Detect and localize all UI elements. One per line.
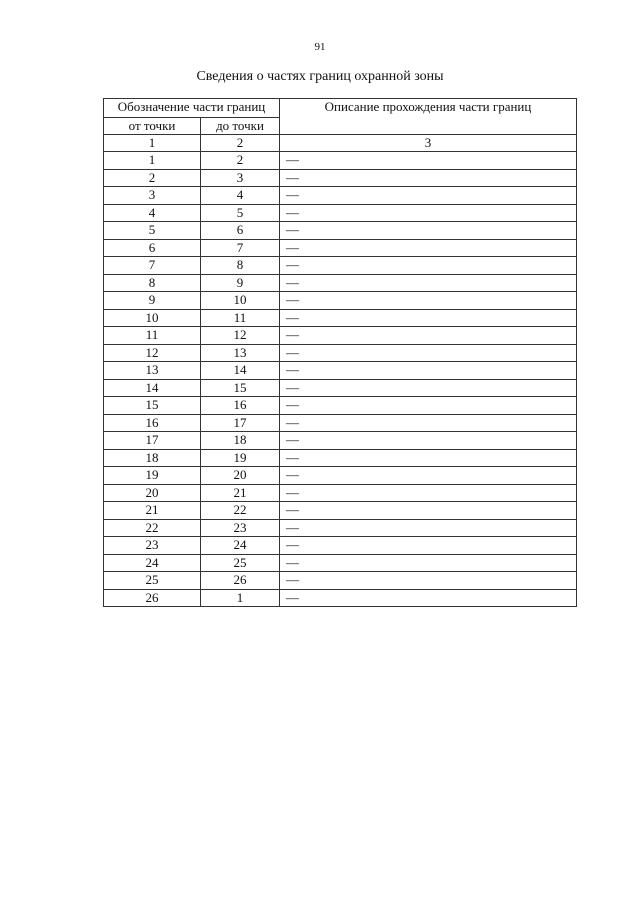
table-row [104,344,577,362]
from-point-cell: 12 [104,344,201,362]
to-point-cell: 6 [201,222,280,240]
description-cell: — [280,309,577,327]
from-point-cell: 3 [104,187,201,205]
table-row [104,449,577,467]
description-cell: — [280,379,577,397]
header-boundary-part-designation: Обозначение части границ [104,99,280,118]
from-point-cell: 13 [104,362,201,380]
to-point-cell: 11 [201,309,280,327]
table-row [104,589,577,607]
to-point-cell: 9 [201,274,280,292]
to-point-cell: 16 [201,397,280,415]
to-point-cell: 23 [201,519,280,537]
from-point-cell: 16 [104,414,201,432]
to-point-cell: 15 [201,379,280,397]
from-point-cell: 2 [104,169,201,187]
table-row [104,467,577,485]
from-point-cell: 9 [104,292,201,310]
to-point-cell: 2 [201,152,280,170]
document-title: Сведения о частях границ охранной зоны [196,69,444,84]
from-point-cell: 15 [104,397,201,415]
description-cell: — [280,292,577,310]
description-cell: — [280,432,577,450]
to-point-cell: 5 [201,204,280,222]
from-point-cell: 6 [104,239,201,257]
table-row [104,187,577,205]
description-cell: — [280,257,577,275]
from-point-cell: 1 [104,152,201,170]
from-point-cell: 20 [104,484,201,502]
description-cell: — [280,554,577,572]
description-cell: — [280,484,577,502]
header-boundary-description: Описание прохождения части границ [280,99,577,135]
table-row [104,169,577,187]
column-number: 2 [201,135,280,152]
table-body [104,152,577,607]
to-point-cell: 1 [201,589,280,607]
table-row [104,362,577,380]
from-point-cell: 26 [104,589,201,607]
from-point-cell: 7 [104,257,201,275]
description-cell: — [280,222,577,240]
from-point-cell: 10 [104,309,201,327]
to-point-cell: 26 [201,572,280,590]
table-row [104,309,577,327]
table-row [104,152,577,170]
table-row [104,204,577,222]
description-cell: — [280,449,577,467]
description-cell: — [280,169,577,187]
description-cell: — [280,414,577,432]
to-point-cell: 7 [201,239,280,257]
table-row [104,239,577,257]
description-cell: — [280,204,577,222]
from-point-cell: 11 [104,327,201,345]
table-row [104,484,577,502]
description-cell: — [280,589,577,607]
description-cell: — [280,327,577,345]
header-from-point: от точки [104,118,201,135]
table-row [104,257,577,275]
to-point-cell: 24 [201,537,280,555]
to-point-cell: 10 [201,292,280,310]
from-point-cell: 17 [104,432,201,450]
description-cell: — [280,397,577,415]
to-point-cell: 21 [201,484,280,502]
table-row [104,519,577,537]
header-to-point: до точки [201,118,280,135]
table-row [104,379,577,397]
to-point-cell: 22 [201,502,280,520]
to-point-cell: 8 [201,257,280,275]
to-point-cell: 14 [201,362,280,380]
table-row [104,572,577,590]
description-cell: — [280,362,577,380]
to-point-cell: 25 [201,554,280,572]
page-number: 91 [314,41,326,53]
to-point-cell: 3 [201,169,280,187]
table-row [104,502,577,520]
from-point-cell: 4 [104,204,201,222]
description-cell: — [280,152,577,170]
table-row [104,222,577,240]
table-row [104,327,577,345]
from-point-cell: 8 [104,274,201,292]
description-cell: — [280,519,577,537]
description-cell: — [280,467,577,485]
table-row [104,537,577,555]
from-point-cell: 21 [104,502,201,520]
from-point-cell: 23 [104,537,201,555]
description-cell: — [280,502,577,520]
from-point-cell: 18 [104,449,201,467]
boundary-parts-table [103,98,577,607]
to-point-cell: 18 [201,432,280,450]
to-point-cell: 13 [201,344,280,362]
table-row [104,397,577,415]
from-point-cell: 22 [104,519,201,537]
to-point-cell: 12 [201,327,280,345]
table-row [104,432,577,450]
to-point-cell: 4 [201,187,280,205]
column-number: 3 [280,135,577,152]
description-cell: — [280,537,577,555]
from-point-cell: 5 [104,222,201,240]
column-number-row [104,135,577,152]
table-row [104,414,577,432]
from-point-cell: 19 [104,467,201,485]
description-cell: — [280,572,577,590]
from-point-cell: 24 [104,554,201,572]
table-row [104,554,577,572]
from-point-cell: 14 [104,379,201,397]
from-point-cell: 25 [104,572,201,590]
to-point-cell: 20 [201,467,280,485]
to-point-cell: 17 [201,414,280,432]
description-cell: — [280,239,577,257]
description-cell: — [280,274,577,292]
column-number: 1 [104,135,201,152]
description-cell: — [280,187,577,205]
description-cell: — [280,344,577,362]
to-point-cell: 19 [201,449,280,467]
table-row [104,292,577,310]
table-row [104,274,577,292]
